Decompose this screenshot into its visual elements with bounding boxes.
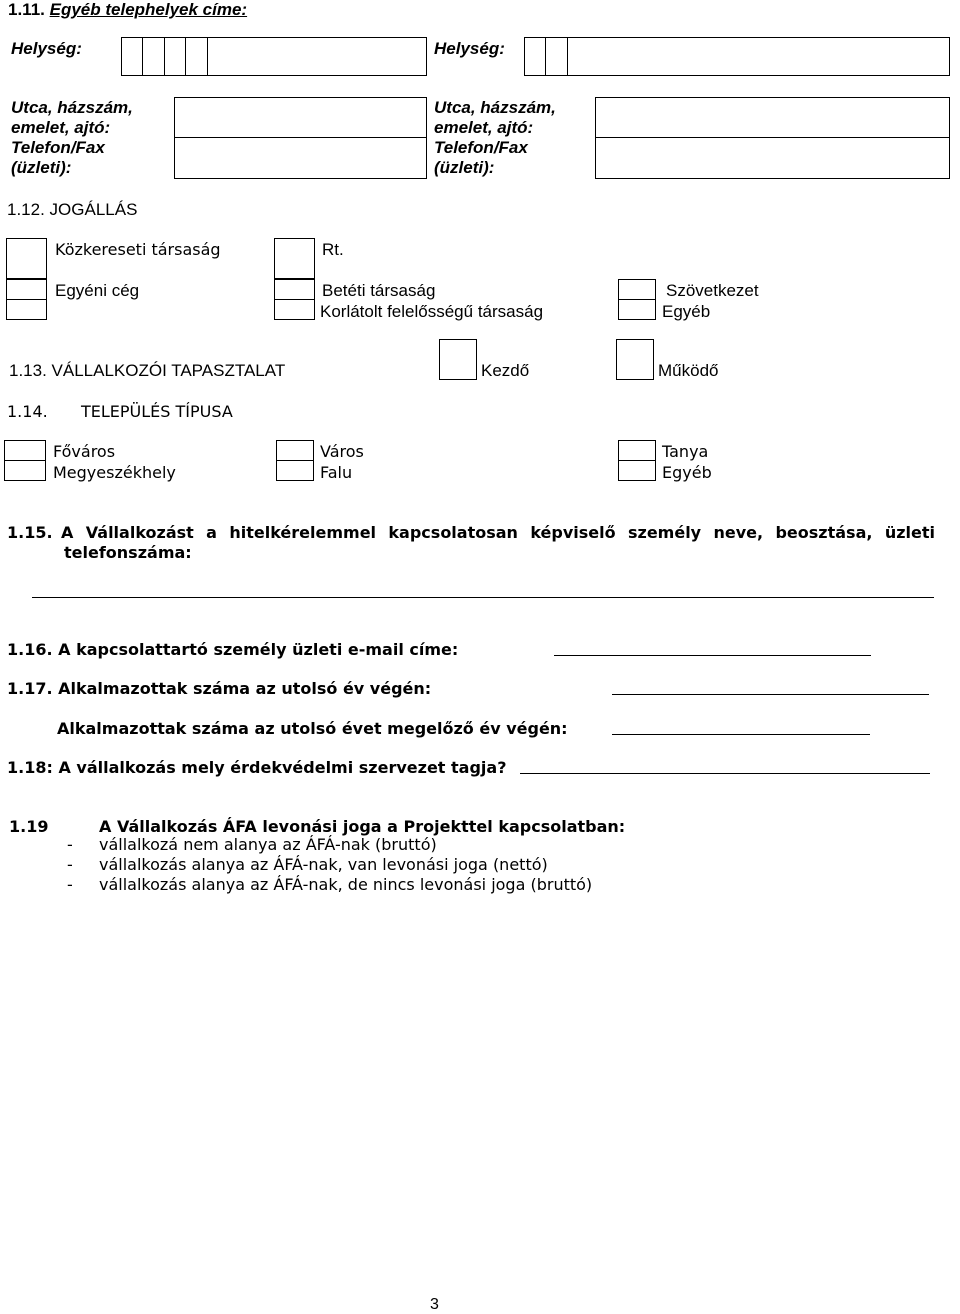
left-street-label: [11, 98, 133, 178]
label-line: Utca, házszám,: [11, 98, 133, 117]
left-city-label: Helység:: [11, 39, 82, 58]
list-dash: -: [67, 835, 73, 854]
representative-input-line[interactable]: [32, 597, 934, 598]
list-dash: -: [67, 875, 73, 894]
employees-previous-year-input-line[interactable]: [612, 734, 870, 735]
option-megyeszekhely: Megyeszékhely: [53, 463, 176, 482]
option-kozkereseti: Közkereseti társaság: [55, 240, 221, 259]
option-kft: Korlátolt felelősségű társaság: [320, 302, 544, 321]
checkbox-varos-falu[interactable]: [276, 440, 314, 481]
right-city-label: Helység:: [434, 39, 505, 58]
vat-option-1: vállalkozá nem alanya az ÁFÁ-nak (bruttó): [99, 835, 437, 854]
section-1-15-number: 1.15.: [7, 523, 53, 542]
section-title: Egyéb telephelyek címe:: [49, 0, 248, 19]
section-1-19-title: A Vállalkozás ÁFA levonási joga a Projekttel kapcsolatban:: [99, 817, 626, 836]
option-falu: Falu: [320, 463, 353, 482]
label-line: Telefon/Fax: [434, 138, 528, 157]
label-line: emelet, ajtó:: [11, 118, 111, 137]
label-line: (üzleti):: [434, 158, 495, 177]
checkbox-egyeni-kft[interactable]: [6, 279, 47, 320]
section-1-19-number: 1.19: [9, 817, 49, 836]
option-beteti: Betéti társaság: [322, 281, 436, 300]
label-line: emelet, ajtó:: [434, 118, 534, 137]
checkbox-szovetkezet-egyeb[interactable]: [618, 279, 656, 320]
section-1-15-text: A Vállalkozást a hitelkérelemmel kapcsolatosan képviselő személy neve, beosztása, üzleti: [61, 523, 935, 542]
section-number: 1.11.: [8, 0, 45, 19]
option-varos: Város: [320, 442, 364, 461]
section-1-16-label: 1.16. A kapcsolattartó személy üzleti e-mail címe:: [7, 640, 459, 659]
email-input-line[interactable]: [554, 655, 871, 656]
section-1-12-title: 1.12. JOGÁLLÁS: [7, 200, 138, 219]
section-1-13-title: 1.13. VÁLLALKOZÓI TAPASZTALAT: [9, 361, 286, 380]
option-kezdo: Kezdő: [481, 361, 530, 380]
label-line: (üzleti):: [11, 158, 72, 177]
right-city-input[interactable]: [524, 37, 950, 76]
checkbox-kozkereseti[interactable]: [6, 238, 47, 279]
option-mukodo: Működő: [658, 361, 719, 380]
right-address-phone-input[interactable]: [595, 97, 950, 179]
page-number: 3: [430, 1296, 439, 1313]
option-egyeni: Egyéni cég: [55, 281, 140, 300]
section-1-14-title: TELEPÜLÉS TÍPUSA: [81, 402, 233, 421]
organization-input-line[interactable]: [520, 773, 930, 774]
label-line: Telefon/Fax: [11, 138, 105, 157]
checkbox-mukodo[interactable]: [616, 339, 654, 380]
vat-option-2: vállalkozás alanya az ÁFÁ-nak, van levonási joga (nettó): [99, 855, 548, 874]
checkbox-kezdo[interactable]: [439, 339, 477, 380]
vat-option-3: vállalkozás alanya az ÁFÁ-nak, de nincs levonási joga (bruttó): [99, 875, 593, 894]
checkbox-rt[interactable]: [274, 238, 315, 279]
section-1-14-number: 1.14.: [7, 402, 48, 421]
right-street-label: [434, 98, 556, 178]
section-1-18-label: 1.18: A vállalkozás mely érdekvédelmi szervezet tagja?: [7, 758, 507, 777]
section-1-17-label: 1.17. Alkalmazottak száma az utolsó év végén:: [7, 679, 432, 698]
employees-last-year-input-line[interactable]: [612, 694, 929, 695]
option-tanya: Tanya: [662, 442, 709, 461]
section-1-17-label-2: Alkalmazottak száma az utolsó évet megelőző év végén:: [57, 719, 568, 738]
option-rt: Rt.: [322, 240, 344, 259]
option-egyeb: Egyéb: [662, 302, 711, 321]
checkbox-beteti-kft[interactable]: [274, 279, 315, 320]
option-fovaros: Főváros: [53, 442, 116, 461]
option-szovetkezet: Szövetkezet: [666, 281, 759, 300]
list-dash: -: [67, 855, 73, 874]
section-1-11-heading: [8, 0, 247, 20]
left-address-phone-input[interactable]: [174, 97, 427, 179]
option-egyeb-2: Egyéb: [662, 463, 712, 482]
section-1-15-text-2: telefonszáma:: [64, 543, 192, 562]
checkbox-tanya-egyeb[interactable]: [618, 440, 656, 481]
left-city-input[interactable]: [121, 37, 427, 76]
label-line: Utca, házszám,: [434, 98, 556, 117]
checkbox-fovaros-megyeszekhely[interactable]: [4, 440, 46, 481]
